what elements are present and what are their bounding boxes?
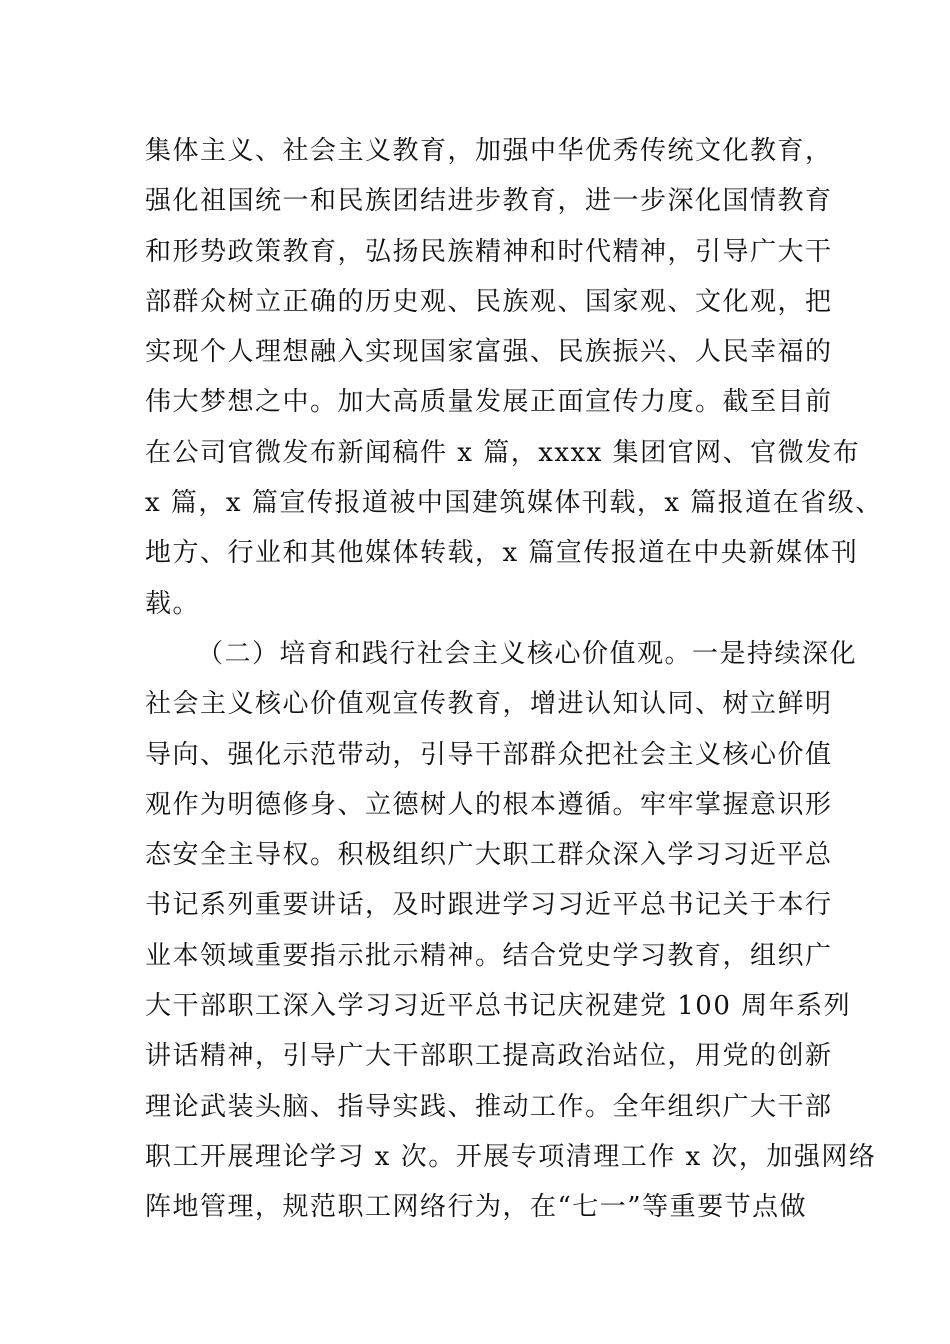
text-line: 集体主义、社会主义教育，加强中华优秀传统文化教育，	[145, 136, 833, 166]
text-line: 强化祖国统一和民族团结进步教育，进一步深化国情教育	[145, 186, 833, 217]
text-line: 伟大梦想之中。加大高质量发展正面宣传力度。截至目前	[145, 387, 833, 418]
text-line: 阵地管理，规范职工网络行为，在“七一”等重要节点做	[145, 1192, 808, 1223]
text-line: 载。	[145, 588, 201, 619]
text-line: 实现个人理想融入实现国家富强、民族振兴、人民幸福的	[145, 337, 833, 368]
text-line: 观作为明德修身、立德树人的根本遵循。牢牢掌握意识形	[145, 789, 833, 820]
text-line: 社会主义核心价值观宣传教育，增进认知认同、树立鲜明	[145, 689, 833, 720]
text-line: 部群众树立正确的历史观、民族观、国家观、文化观，把	[145, 286, 833, 317]
text-line: 书记系列重要讲话，及时跟进学习习近平总书记关于本行	[145, 890, 833, 921]
text-line: 和形势政策教育，弘扬民族精神和时代精神，引导广大干	[145, 236, 833, 267]
text-line: 职工开展理论学习 x 次。开展专项清理工作 x 次，加强网络	[145, 1141, 877, 1172]
section-heading-line: （二）培育和践行社会主义核心价值观。一是持续深化	[197, 638, 858, 669]
text-line: 讲话精神，引导广大干部职工提高政治站位，用党的创新	[145, 1041, 833, 1072]
text-line: x 篇，x 篇宣传报道被中国建筑媒体刊载，x 篇报道在省级、	[145, 488, 883, 519]
text-line: 导向、强化示范带动，引导干部群众把社会主义核心价值	[145, 739, 833, 770]
text-line: 态安全主导权。积极组织广大职工群众深入学习习近平总	[145, 840, 833, 871]
text-line: 大干部职工深入学习习近平总书记庆祝建党 100 周年系列	[145, 991, 852, 1022]
text-line: 理论武装头脑、指导实践、推动工作。全年组织广大干部	[145, 1091, 833, 1122]
text-line: 地方、行业和其他媒体转载，x 篇宣传报道在中央新媒体刊	[145, 538, 859, 569]
text-line: 在公司官微发布新闻稿件 x 篇，xxxx 集团官网、官微发布	[145, 437, 861, 468]
text-line: 业本领域重要指示批示精神。结合党史学习教育，组织广	[145, 940, 833, 971]
body-text	[145, 126, 883, 1233]
